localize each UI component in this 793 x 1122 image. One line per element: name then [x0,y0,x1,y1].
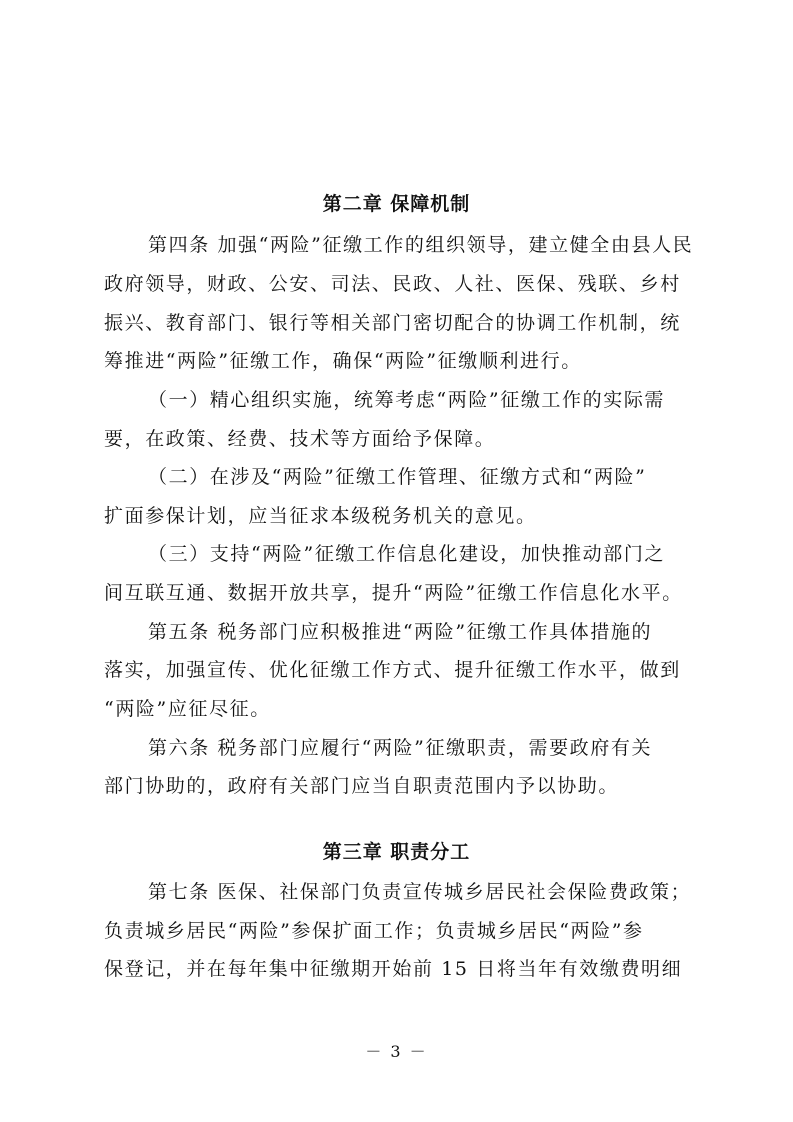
item-2-line-1: （二）在涉及“两险”征缴工作管理、征缴方式和“两险” [148,466,647,488]
article-5-line-2: 落实，加强宣传、优化征缴工作方式、提升征缴工作水平，做到 [104,659,681,681]
article-6-line-1: 第六条 税务部门应履行“两险”征缴职责，需要政府有关 [148,737,653,759]
article-4-line-3: 振兴、教育部门、银行等相关部门密切配合的协调工作机制，统 [104,312,681,334]
chapter-heading-2: 第二章 保障机制 [322,193,471,215]
article-4-line-4: 筹推进“两险”征缴工作，确保“两险”征缴顺利进行。 [104,350,582,372]
chapter-heading-3: 第三章 职责分工 [322,841,471,863]
article-4-line-1: 第四条 加强“两险”征缴工作的组织领导，建立健全由县人民 [148,234,694,256]
article-4-line-2: 政府领导，财政、公安、司法、民政、人社、医保、残联、乡村 [104,273,681,295]
article-7-line-1: 第七条 医保、社保部门负责宣传城乡居民社会保险费政策； [148,881,692,903]
article-5-line-3: “两险”应征尽征。 [104,698,271,720]
page-number: － 3 － [365,1042,428,1061]
article-7-line-3: 保登记，并在每年集中征缴期开始前 15 日将当年有效缴费明细 [104,958,683,980]
item-3-line-2: 间互联互通、数据开放共享，提升“两险”征缴工作信息化水平。 [104,582,683,604]
article-7-line-2: 负责城乡居民“两险”参保扩面工作；负责城乡居民“两险”参 [104,920,644,942]
article-6-line-2: 部门协助的，政府有关部门应当自职责范围内予以协助。 [104,775,620,797]
article-5-line-1: 第五条 税务部门应积极推进“两险”征缴工作具体措施的 [148,621,653,643]
item-2-line-2: 扩面参保计划，应当征求本级税务机关的意见。 [104,505,537,527]
item-1-line-1: （一）精心组织实施，统筹考虑“两险”征缴工作的实际需 [148,389,666,411]
item-1-line-2: 要，在政策、经费、技术等方面给予保障。 [104,428,496,450]
item-3-line-1: （三）支持“两险”征缴工作信息化建设，加快推动部门之 [148,543,666,565]
